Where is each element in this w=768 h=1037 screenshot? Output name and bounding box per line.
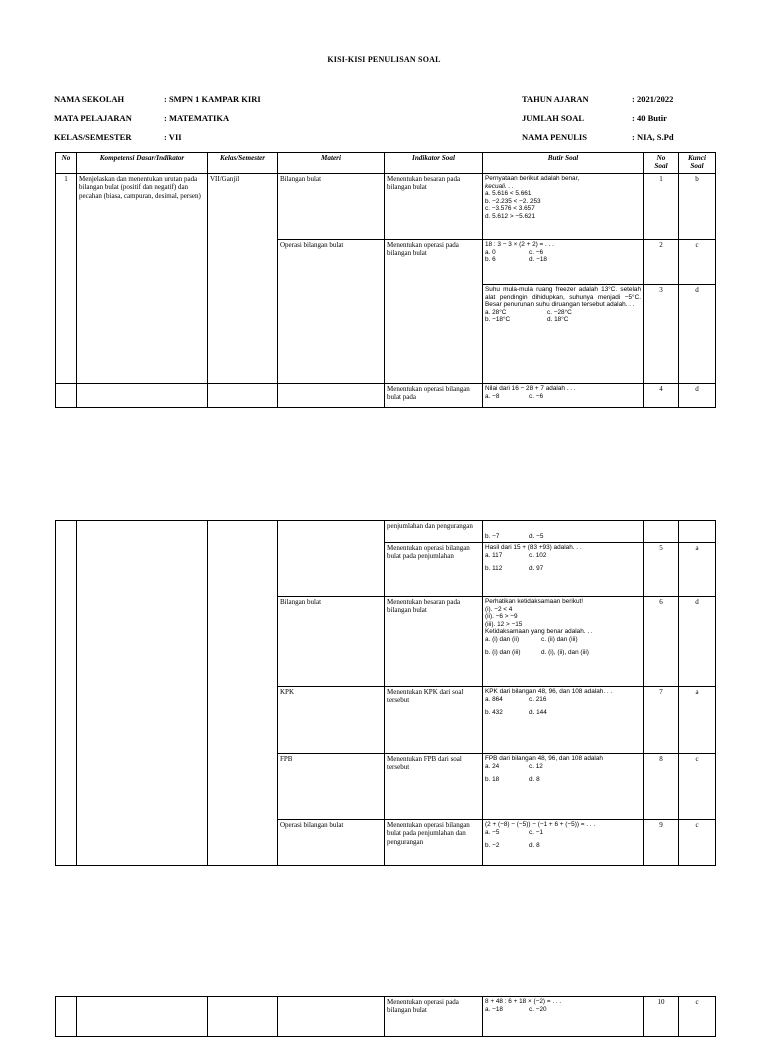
header-materi: Materi xyxy=(278,153,385,174)
info-label: NAMA SEKOLAH xyxy=(54,94,125,104)
statement: (ii). −6 > −9 xyxy=(485,613,518,621)
option: b. −18°C xyxy=(485,316,511,324)
header-line: Kunci xyxy=(688,154,706,162)
no-soal-cell: 8 xyxy=(644,754,679,820)
option: a. 864 xyxy=(485,695,503,703)
no-soal-cell: 10 xyxy=(644,997,679,1037)
option: c. −6 xyxy=(529,248,544,256)
option-row xyxy=(485,829,641,837)
header-line: Soal xyxy=(654,162,668,171)
indikator-cell: Menentukan FPB dari soal tersebut xyxy=(385,754,483,820)
option-row xyxy=(485,709,641,717)
option: a. 0 xyxy=(485,248,496,256)
no-soal-cell: 4 xyxy=(644,384,679,408)
row-number: 1 xyxy=(56,174,77,384)
option: c. 12 xyxy=(529,762,543,770)
indikator-cell: Menentukan besaran pada bilangan bulat xyxy=(385,597,483,687)
indikator-cell: Menentukan operasi pada bilangan bulat xyxy=(385,997,483,1037)
kunci-cell: d xyxy=(679,285,716,384)
option: b. 112 xyxy=(485,565,503,573)
empty-cell xyxy=(208,521,278,866)
option: a. −18 xyxy=(485,1005,503,1013)
option: b. −2.235 < −2. 253 xyxy=(485,197,541,205)
option: a. −8 xyxy=(485,392,500,400)
empty-cell xyxy=(208,997,278,1037)
info-value: : 40 Butir xyxy=(632,113,667,123)
butir-soal-cell xyxy=(483,285,644,384)
kisi-table-page2 xyxy=(55,520,716,866)
indikator-cell: Menentukan operasi bilangan bulat pada xyxy=(385,384,483,408)
option: a. 28°C xyxy=(485,308,507,316)
kunci-cell: d xyxy=(679,597,716,687)
kelas-cell: VII/Ganjil xyxy=(208,174,278,384)
option: d. 8 xyxy=(529,842,540,850)
option: c. 216 xyxy=(529,695,547,703)
option: d. (i), (ii), dan (iii) xyxy=(541,649,589,657)
option: a. 24 xyxy=(485,762,500,770)
option: c. −20 xyxy=(529,1005,547,1013)
option: d. 144 xyxy=(529,709,547,717)
option: d. 8 xyxy=(529,776,540,784)
indikator-cell: penjumlahan dan pengurangan xyxy=(385,521,483,543)
header-indikator: Indikator Soal xyxy=(385,153,483,174)
option: a. 5.616 < 5.661 xyxy=(485,190,532,198)
no-soal-cell: 9 xyxy=(644,820,679,866)
info-value: : VII xyxy=(164,132,182,142)
butir-soal-cell xyxy=(483,521,644,543)
empty-cell xyxy=(208,384,278,408)
kunci-cell: c xyxy=(679,997,716,1037)
kunci-cell: a xyxy=(679,543,716,597)
question-stem: FPB dari bilangan 48, 96, dan 108 adalah xyxy=(485,755,603,762)
info-label: MATA PELAJARAN xyxy=(54,113,132,123)
kunci-cell: c xyxy=(679,754,716,820)
header-no-soal xyxy=(644,153,679,174)
header-line: No xyxy=(656,154,666,162)
header-butir: Butir Soal xyxy=(483,153,644,174)
statement: (iii). 12 > −15 xyxy=(485,620,523,628)
question-stem: Ketidaksamaan yang benar adalah. . . xyxy=(485,628,593,636)
option-row xyxy=(485,256,641,264)
table-row xyxy=(56,384,716,408)
table-row xyxy=(56,174,716,240)
option-row xyxy=(485,552,641,560)
table-row xyxy=(56,521,716,543)
header-line: Soal xyxy=(690,162,704,171)
option-row xyxy=(485,249,641,257)
option-row xyxy=(485,763,641,771)
option: b. (i) dan (iii) xyxy=(485,649,521,657)
empty-cell xyxy=(278,521,385,597)
materi-cell: KPK xyxy=(278,687,385,754)
option: c. −1 xyxy=(529,828,544,836)
option: c. 102 xyxy=(529,551,547,559)
option-row xyxy=(485,842,641,850)
option-row xyxy=(485,696,641,704)
option: a. 117 xyxy=(485,551,503,559)
kunci-cell: c xyxy=(679,240,716,285)
empty-cell xyxy=(77,384,208,408)
option-row xyxy=(485,533,641,541)
empty-cell xyxy=(77,521,208,866)
question-stem: Hasil dari 15 + (83 +93) adalah. . . xyxy=(485,544,582,551)
info-value: : 2021/2022 xyxy=(632,94,674,104)
materi-cell: Operasi bilangan bulat xyxy=(278,240,385,384)
header-kompetensi: Kompetensi Dasar/Indikator xyxy=(77,153,208,174)
option-row xyxy=(485,636,641,644)
kunci-cell: a xyxy=(679,687,716,754)
question-stem: (2 + (−8) − (−5)) − (−1 + 6 + (−5)) = . . . xyxy=(485,821,596,828)
empty-cell xyxy=(56,997,77,1037)
option: d. 97 xyxy=(529,565,544,573)
info-label: KELAS/SEMESTER xyxy=(54,132,132,142)
indikator-cell: Menentukan operasi pada bilangan bulat xyxy=(385,240,483,384)
option-row xyxy=(485,776,641,784)
statement: (i). −2 < 4 xyxy=(485,605,513,613)
empty-cell xyxy=(679,521,716,543)
question-stem: kecuali. . . xyxy=(485,182,514,190)
butir-soal-cell xyxy=(483,597,644,687)
info-value: : MATEMATIKA xyxy=(164,113,230,123)
butir-soal-cell xyxy=(483,543,644,597)
option: d. −5 xyxy=(529,533,544,541)
option: a. (i) dan (ii) xyxy=(485,635,520,643)
option-row xyxy=(485,393,641,401)
materi-cell: Operasi bilangan bulat xyxy=(278,820,385,866)
option: c. −3.576 < 3.657 xyxy=(485,205,535,213)
info-label: NAMA PENULIS xyxy=(522,132,587,142)
header-kunci xyxy=(679,153,716,174)
option: d. 18°C xyxy=(547,316,569,324)
document-title: KISI-KISI PENULISAN SOAL xyxy=(327,55,441,64)
indikator-cell: Menentukan operasi bilangan bulat pada penjumlahan dan pengurangan xyxy=(385,820,483,866)
header-no: No xyxy=(56,153,77,174)
butir-soal-cell xyxy=(483,820,644,866)
butir-soal-cell xyxy=(483,384,644,408)
materi-cell: Bilangan bulat xyxy=(278,597,385,687)
kompetensi-cell: Menjelaskan dan menentukan urutan pada bilangan bulat (positif dan negatif) dan pecahan (biasa, campuran, desimal, persen) xyxy=(77,174,208,384)
kunci-cell: b xyxy=(679,174,716,240)
butir-soal-cell xyxy=(483,240,644,285)
empty-cell xyxy=(644,521,679,543)
option: d. 5.612 > −5.621 xyxy=(485,212,536,220)
no-soal-cell: 3 xyxy=(644,285,679,384)
indikator-cell: Menentukan KPK dari soal tersebut xyxy=(385,687,483,754)
empty-cell xyxy=(56,521,77,866)
option: b. 6 xyxy=(485,256,496,264)
info-label: JUMLAH SOAL xyxy=(522,113,585,123)
kunci-cell: c xyxy=(679,820,716,866)
option-row xyxy=(485,565,641,573)
option-row xyxy=(485,316,641,324)
table-row xyxy=(56,997,716,1037)
option: c. (ii) dan (iii) xyxy=(541,635,578,643)
option: c. −6 xyxy=(529,392,544,400)
option: d. −18 xyxy=(529,256,547,264)
info-left xyxy=(54,94,354,154)
question-stem: Suhu mula-mula ruang freezer adalah 13°C. setelah alat pendingin dihidupkan, suhunya menjadi −5°C. Besar penurunan suhu diruangan tersebut adalah. . . xyxy=(485,286,641,309)
kisi-table-page3 xyxy=(55,996,716,1037)
butir-soal-cell xyxy=(483,174,644,240)
option: a. −5 xyxy=(485,828,500,836)
empty-cell xyxy=(278,384,385,408)
option-row xyxy=(485,649,641,657)
option-row xyxy=(485,1006,641,1014)
butir-soal-cell xyxy=(483,754,644,820)
indikator-cell: Menentukan besaran pada bilangan bulat xyxy=(385,174,483,240)
kunci-cell: d xyxy=(679,384,716,408)
empty-cell xyxy=(278,997,385,1037)
butir-soal-cell xyxy=(483,687,644,754)
option: b. 18 xyxy=(485,776,500,784)
butir-soal-cell xyxy=(483,997,644,1037)
no-soal-cell: 1 xyxy=(644,174,679,240)
header-kelas: Kelas/Semester xyxy=(208,153,278,174)
option: c. −28°C xyxy=(547,308,572,316)
question-stem: Perhatikan ketidaksamaan berikut! xyxy=(485,598,584,605)
option: b. 432 xyxy=(485,709,503,717)
info-right xyxy=(522,94,722,154)
question-stem: 8 + 48 : 6 + 18 × (−2) = . . . xyxy=(485,998,562,1005)
kisi-table-page1 xyxy=(55,152,716,408)
no-soal-cell: 2 xyxy=(644,240,679,285)
indikator-cell: Menentukan operasi bilangan bulat pada penjumlahan xyxy=(385,543,483,597)
info-value: : SMPN 1 KAMPAR KIRI xyxy=(164,94,261,104)
question-stem: Nilai dari 16 − 28 + 7 adalah . . . xyxy=(485,385,576,392)
question-stem: Pernyataan berikut adalah benar, xyxy=(485,175,580,182)
option: b. −2 xyxy=(485,842,500,850)
materi-cell: FPB xyxy=(278,754,385,820)
option: b. −7 xyxy=(485,533,500,541)
empty-cell xyxy=(56,384,77,408)
info-label: TAHUN AJARAN xyxy=(522,94,589,104)
no-soal-cell: 6 xyxy=(644,597,679,687)
info-value: : NIA, S.Pd xyxy=(632,132,674,142)
no-soal-cell: 7 xyxy=(644,687,679,754)
materi-cell: Bilangan bulat xyxy=(278,174,385,240)
no-soal-cell: 5 xyxy=(644,543,679,597)
question-stem: 18 : 3 − 3 × (2 + 2) = . . . xyxy=(485,241,554,248)
empty-cell xyxy=(77,997,208,1037)
question-stem: KPK dari bilangan 48, 96, dan 108 adalah. . . xyxy=(485,688,613,695)
